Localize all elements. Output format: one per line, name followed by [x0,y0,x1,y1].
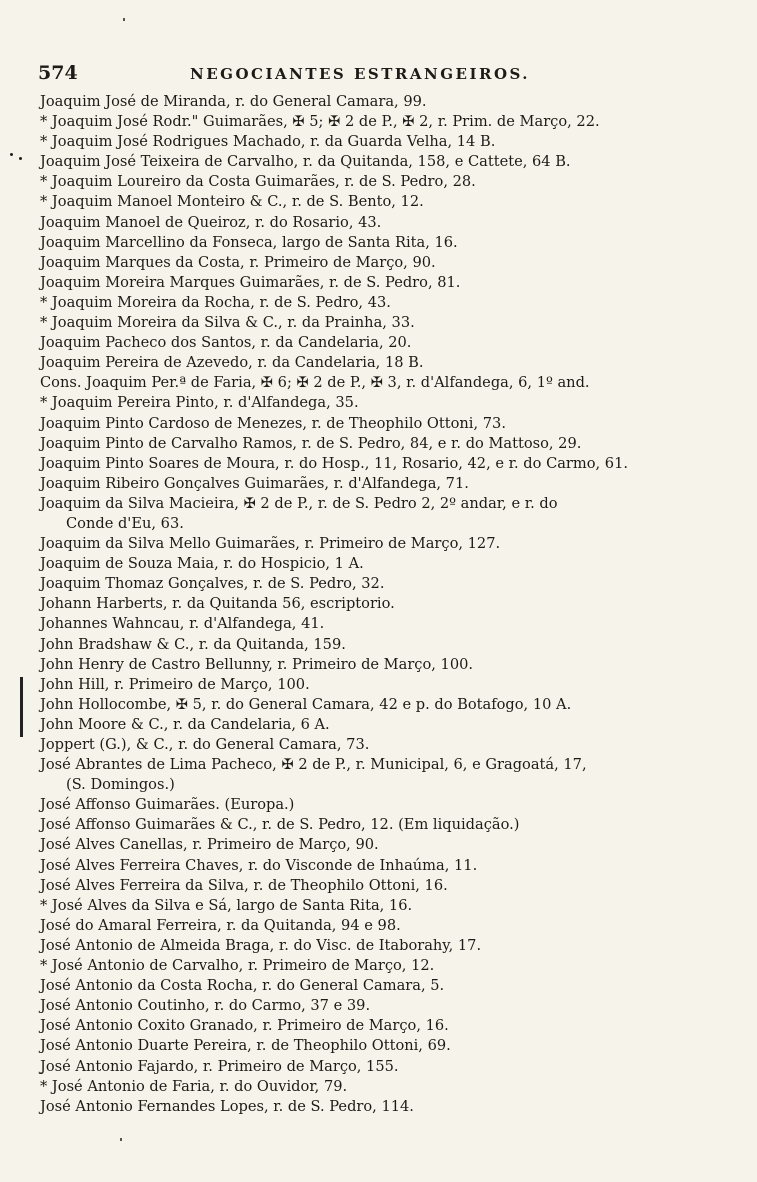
list-item: José Antonio Fernandes Lopes, r. de S. Pedro, 114. [40,1097,414,1115]
list-item: Joaquim José de Miranda, r. do General Camara, 99. [40,93,427,110]
margin-mark [19,157,22,160]
list-item: Joppert (G.), & C., r. do General Camara, 73. [40,736,370,753]
list-item: Joaquim Moreira Marques Guimarães, r. de S. Pedro, 81. [40,273,461,291]
list-item: * José Antonio de Faria, r. do Ouvidor, 79. [40,1077,348,1095]
list-item: * Joaquim José Rodrigues Machado, r. da Guarda Velha, 14 B. [40,133,496,151]
list-item: José Abrantes de Lima Pacheco, ✠ 2 de P., r. Municipal, 6, e Gragoatá, 17, [40,756,587,774]
list-item: Joaquim Marques da Costa, r. Primeiro de Março, 90. [40,253,436,271]
list-item: José Antonio Fajardo, r. Primeiro de Março, 155. [40,1057,399,1075]
list-item: * Joaquim Manoel Monteiro & C., r. de S. Bento, 12. [40,193,424,211]
list-item: Joaquim Pinto Soares de Moura, r. do Hosp., 11, Rosario, 42, e r. do Carmo, 61. [40,454,629,472]
list-item: José Alves Canellas, r. Primeiro de Março, 90. [40,836,379,854]
list-item: José Antonio Coutinho, r. do Carmo, 37 e 39. [40,997,371,1015]
list-item: Joaquim Pereira de Azevedo, r. da Candelaria, 18 B. [40,354,424,372]
list-item: José Antonio Coxito Granado, r. Primeiro de Março, 16. [40,1017,449,1035]
ink-speck [120,1138,122,1141]
margin-mark [10,153,13,156]
list-item: Johannes Wahncau, r. d'Alfandega, 41. [40,615,325,633]
margin-bar-mark [20,677,23,737]
list-item: Joaquim da Silva Macieira, ✠ 2 de P., r. de S. Pedro 2, 2º andar, e r. do [40,494,558,512]
list-item-continuation: Conde d'Eu, 63. [66,514,184,532]
ink-speck [123,18,125,21]
entry-list [40,92,730,1117]
list-item: Joaquim José Teixeira de Carvalho, r. da Quitanda, 158, e Cattete, 64 B. [40,153,571,171]
list-item: José Antonio Duarte Pereira, r. de Theophilo Ottoni, 69. [40,1037,451,1055]
page-number: 574 [38,62,78,84]
list-item: * José Antonio de Carvalho, r. Primeiro de Março, 12. [40,957,435,975]
list-item: Cons. Joaquim Per.ª de Faria, ✠ 6; ✠ 2 de P., ✠ 3, r. d'Alfandega, 6, 1º and. [40,374,590,392]
list-item: José Affonso Guimarães & C., r. de S. Pedro, 12. (Em liquidação.) [40,816,520,834]
list-item: * Joaquim Moreira da Rocha, r. de S. Pedro, 43. [40,293,391,311]
list-item: Joaquim Ribeiro Gonçalves Guimarães, r. d'Alfandega, 71. [40,474,469,492]
list-item: John Hill, r. Primeiro de Março, 100. [40,675,310,693]
list-item: Joaquim da Silva Mello Guimarães, r. Primeiro de Março, 127. [40,535,501,553]
list-item: Joaquim de Souza Maia, r. do Hospicio, 1 A. [40,555,364,573]
running-title: NEGOCIANTES ESTRANGEIROS. [190,65,531,83]
list-item: Joaquim Pinto Cardoso de Menezes, r. de Theophilo Ottoni, 73. [40,414,506,432]
list-item: José Antonio da Costa Rocha, r. do General Camara, 5. [40,977,445,995]
list-item: John Hollocombe, ✠ 5, r. do General Camara, 42 e p. do Botafogo, 10 A. [40,695,572,713]
list-item: * Joaquim Loureiro da Costa Guimarães, r. de S. Pedro, 28. [40,173,476,191]
page-header [38,62,558,84]
list-item: * Joaquim Moreira da Silva & C., r. da Prainha, 33. [40,314,415,332]
list-item: José Alves Ferreira da Silva, r. de Theophilo Ottoni, 16. [40,876,448,894]
list-item: * Joaquim José Rodr." Guimarães, ✠ 5; ✠ 2 de P., ✠ 2, r. Prim. de Março, 22. [40,113,600,131]
list-item: José Alves Ferreira Chaves, r. do Visconde de Inhaúma, 11. [40,856,478,874]
list-item-continuation: (S. Domingos.) [66,776,175,794]
list-item: José do Amaral Ferreira, r. da Quitanda, 94 e 98. [40,916,401,934]
list-item: José Affonso Guimarães. (Europa.) [40,796,295,814]
list-item: * José Alves da Silva e Sá, largo de Santa Rita, 16. [40,896,413,914]
list-item: José Antonio de Almeida Braga, r. do Visc. de Itaborahy, 17. [40,936,482,954]
list-item: Joaquim Pinto de Carvalho Ramos, r. de S. Pedro, 84, e r. do Mattoso, 29. [40,434,582,452]
list-item: * Joaquim Pereira Pinto, r. d'Alfandega, 35. [40,394,359,412]
list-item: Johann Harberts, r. da Quitanda 56, escriptorio. [40,595,395,613]
list-item: John Henry de Castro Bellunny, r. Primeiro de Março, 100. [40,655,474,673]
list-item: Joaquim Marcellino da Fonseca, largo de Santa Rita, 16. [40,233,458,251]
list-item: Joaquim Pacheco dos Santos, r. da Candelaria, 20. [40,334,412,352]
list-item: John Moore & C., r. da Candelaria, 6 A. [40,715,330,733]
list-item: John Bradshaw & C., r. da Quitanda, 159. [40,635,346,653]
list-item: Joaquim Manoel de Queiroz, r. do Rosario, 43. [40,213,382,231]
list-item: Joaquim Thomaz Gonçalves, r. de S. Pedro, 32. [40,575,385,593]
